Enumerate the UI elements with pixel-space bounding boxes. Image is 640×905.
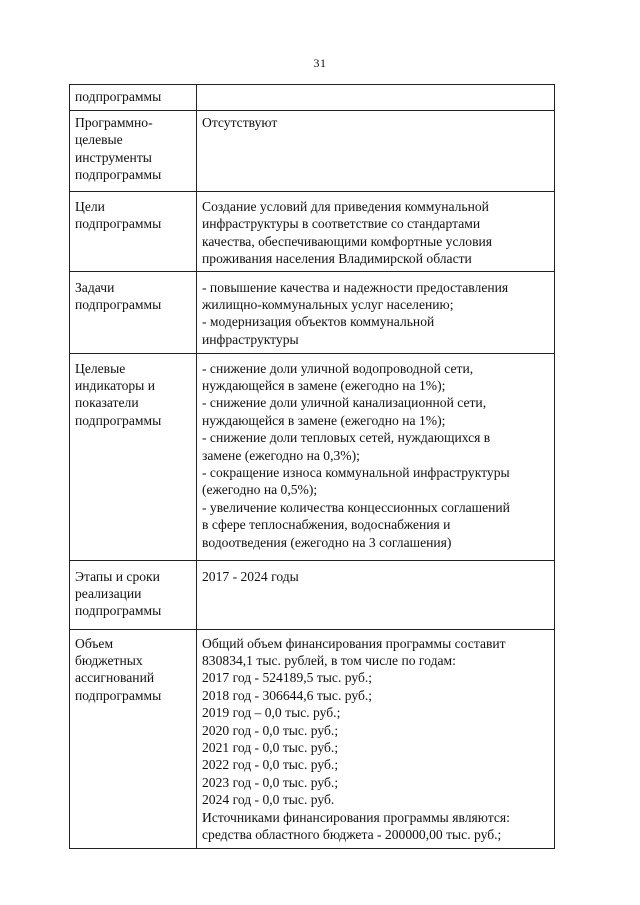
value-line: 2017 год - 524189,5 тыс. руб.; <box>202 670 373 686</box>
label-line: инструменты <box>75 149 152 165</box>
value-line: (ежегодно на 0,5%); <box>202 482 318 498</box>
value-line: Создание условий для приведения коммунальной <box>202 199 489 214</box>
value-line: 2017 - 2024 годы <box>202 568 299 584</box>
value-line: нуждающейся в замене (ежегодно на 1%); <box>202 378 446 394</box>
row-value <box>197 353 555 560</box>
label-line: индикаторы и <box>75 378 155 394</box>
row-label <box>70 560 197 629</box>
row-value <box>197 85 555 111</box>
label-line: Программно- <box>75 115 153 130</box>
value-line: водоотведения (ежегодно на 3 соглашения) <box>202 534 452 550</box>
label-line: Целевые <box>75 360 126 376</box>
value-line: 2023 год - 0,0 тыс. руб.; <box>202 774 339 790</box>
value-line: 2018 год - 306644,6 тыс. руб.; <box>202 687 373 703</box>
subprogram-passport-table <box>69 84 555 849</box>
value-line: замене (ежегодно на 0,3%); <box>202 447 360 463</box>
value-line: - увеличение количества концессионных соглашений <box>202 499 510 515</box>
value-line: - снижение доли уличной водопроводной сети, <box>202 360 474 376</box>
value-line: - сокращение износа коммунальной инфраструктуры <box>202 465 510 481</box>
value-line: Источниками финансирования программы являются: <box>202 809 510 825</box>
value-line: Общий объем финансирования программы составит <box>202 635 506 651</box>
value-line: - снижение доли тепловых сетей, нуждающихся в <box>202 430 491 446</box>
value-line: качества, обеспечивающими комфортные условия <box>202 233 493 249</box>
table-row-stages <box>70 560 555 629</box>
label-line: Задачи <box>75 279 115 295</box>
row-value <box>197 629 555 848</box>
table-row-continuation <box>70 85 555 111</box>
value-line: - снижение доли уличной канализационной сети, <box>202 395 487 411</box>
label-line: Цели <box>75 199 105 214</box>
value-line: 2020 год - 0,0 тыс. руб.; <box>202 722 339 738</box>
page-number: 31 <box>313 56 327 70</box>
value-line: 2021 год - 0,0 тыс. руб.; <box>202 740 339 756</box>
table-row-goals <box>70 192 555 272</box>
label-line: ассигнований <box>75 670 155 686</box>
label-line: подпрограммы <box>75 412 162 428</box>
value-line: в сфере теплоснабжения, водоснабжения и <box>202 517 451 533</box>
label-line: подпрограммы <box>75 603 162 619</box>
row-label <box>70 192 197 272</box>
row-label <box>70 111 197 192</box>
label-line: Объем <box>75 635 114 651</box>
value-line: инфраструктуры в соответствие со стандартами <box>202 216 481 232</box>
value-line: 2019 год – 0,0 тыс. руб.; <box>202 705 341 721</box>
label-line: реализации <box>75 586 142 602</box>
value-line: 2022 год - 0,0 тыс. руб.; <box>202 757 339 773</box>
label-line: Этапы и сроки <box>75 568 160 584</box>
label-line: подпрограммы <box>75 297 162 313</box>
value-line: - повышение качества и надежности предоставления <box>202 279 509 295</box>
table-row-tasks <box>70 271 555 353</box>
value-line: нуждающейся в замене (ежегодно на 1%); <box>202 412 446 428</box>
value-line: - модернизация объектов коммунальной <box>202 314 435 330</box>
label-line: целевые <box>75 132 123 148</box>
table-row-indicators <box>70 353 555 560</box>
row-label <box>70 629 197 848</box>
row-label <box>70 271 197 353</box>
row-value <box>197 111 555 192</box>
value-line: 2024 год - 0,0 тыс. руб. <box>202 792 335 808</box>
value-line: 830834,1 тыс. рублей, в том числе по годам: <box>202 653 456 669</box>
value-line: инфраструктуры <box>202 331 299 347</box>
table-row-funding <box>70 629 555 848</box>
value-line: средства областного бюджета - 200000,00 тыс. руб.; <box>202 827 502 843</box>
label-line: подпрограммы <box>75 167 162 183</box>
value-line: проживания населения Владимирской области <box>202 251 472 267</box>
label-line: бюджетных <box>75 653 143 669</box>
label-line: подпрограммы <box>75 216 162 232</box>
label-line: подпрограммы <box>75 687 162 703</box>
table-row-tools <box>70 111 555 192</box>
row-value <box>197 271 555 353</box>
row-label <box>70 353 197 560</box>
label-line: подпрограммы <box>75 89 162 104</box>
row-value <box>197 192 555 272</box>
row-value <box>197 560 555 629</box>
value-line: Отсутствуют <box>202 115 278 130</box>
value-line: жилищно-коммунальных услуг населению; <box>202 297 454 313</box>
label-line: показатели <box>75 395 139 411</box>
row-label <box>70 85 197 111</box>
